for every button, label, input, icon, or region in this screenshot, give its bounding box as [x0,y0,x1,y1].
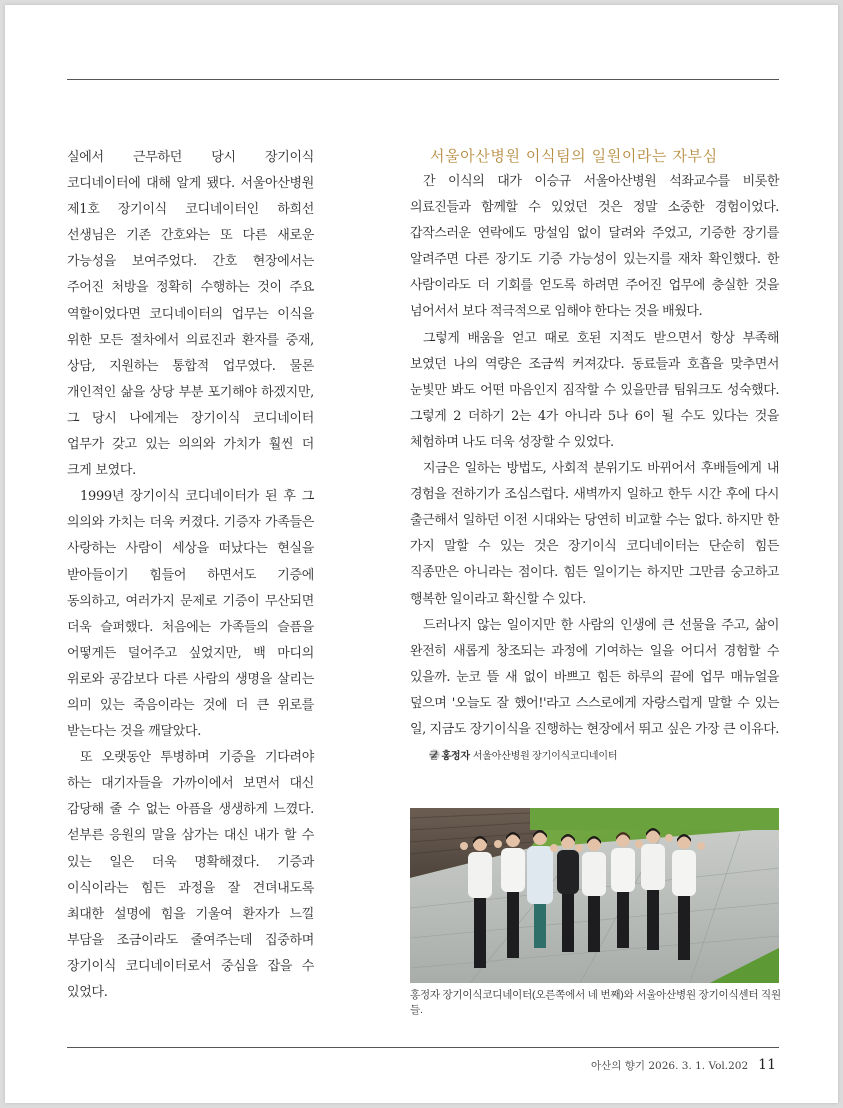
body-paragraph: 그렇게 배움을 얻고 때로 호된 지적도 받으면서 항상 부족해 보였던 나의 역량은 조금씩 커져갔다. 동료들과 호흡을 맞추면서 눈빛만 봐도 어떤 마음인지 짐작할 수 있을만큼 팀워크도 성숙했다. 그렇게 2 더하기 2는 4가 아니라 5나 6이 될 수도 있다는 것을 체험하며 나도 더욱 성장할 수 있었다. [410,330,779,450]
body-paragraph: 실에서 근무하던 당시 장기이식 코디네이터에 대해 알게 됐다. 서울아산병원 제1호 장기이식 코디네이터인 하희선 선생님은 기존 간호와는 또 다른 새로운 가능성을 보여주었다. 간호 현장에서는 주어진 처방을 정확히 수행하는 것이 주요 역할이었다면 코디네이터의 업무는 이식을 위한 모든 절차에서 의료진과 환자를 중재, 상담, 지원하는 통합적 업무였다. 물론 개인적인 삶을 상당 부분 포기해야 하겠지만, 그 당시 나에게는 장기이식 코디네이터 업무가 갖고 있는 의의와 가치가 훨씬 더 크게 보였다. [67,150,314,479]
top-rule [67,79,779,80]
body-paragraph: 또 오랫동안 투병하며 기증을 기다려야 하는 대기자들을 가까이에서 보면서 대신 감당해 줄 수 없는 아픔을 생생하게 느꼈다. 섣부른 응원의 말을 삼가는 대신 내가 할 수 있는 일은 더욱 명확해졌다. 기증과 이식이라는 힘든 과정을 잘 견뎌내도록 최대한 설명에 힘을 기울여 환자가 느낄 부담을 조금이라도 줄여주는데 집중하며 장기이식 코디네이터로서 중심을 잡을 수 있었다. [67,750,314,1000]
magazine-issue: 아산의 향기 2026. 3. 1. Vol.202 [590,1060,749,1072]
left-column [67,145,314,1006]
photo-caption: 홍정자 장기이식코디네이터(오른쪽에서 네 번째)와 서울아산병원 장기이식센터 직원들. [410,989,781,1016]
bottom-rule [67,1047,779,1048]
magazine-page [5,5,838,1103]
body-paragraph: 지금은 일하는 방법도, 사회적 분위기도 바뀌어서 후배들에게 내 경험을 전하기가 조심스럽다. 새벽까지 일하고 한두 시간 후에 다시 출근해서 일하던 이전 시대와는 당연히 비교할 수는 없다. 하지만 한 가지 말할 수 있는 것은 장기이식 코디네이터는 단순히 힘든 직종만은 아니라는 점이다. 힘든 일이기는 하지만 그만큼 숭고하고 행복한 일이라고 확신할 수 있다. [410,461,779,607]
section-heading: 서울아산병원 이식팀의 일원이라는 자부심 [430,147,718,165]
body-paragraph: 1999년 장기이식 코디네이터가 된 후 그 의의와 가치는 더욱 커졌다. 기증자 가족들은 사랑하는 사람이 세상을 떠났다는 현실을 받아들이기 힘들어 하면서도 기증에 동의하고, 여러가지 문제로 기증이 무산되면 더욱 슬퍼했다. 처음에는 가족들의 슬픔을 어떻게든 덜어주고 싶었지만, 백 마디의 위로와 공감보다 다른 사람의 생명을 살리는 의미 있는 죽음이라는 것에 더 큰 위로를 받는다는 것을 깨달았다. [67,489,314,740]
body-paragraph: 간 이식의 대가 이승규 서울아산병원 석좌교수를 비롯한 의료진들과 함께할 수 있었던 것은 정말 소중한 경험이었다. 갑작스러운 연락에도 망설임 없이 달려와 주었고, 기증한 장기를 알려주면 다른 장기도 기증 가능성이 있는지를 재차 확인했다. 한 사람이라도 더 기회를 얻도록 하려면 주어진 업무에 충실한 것을 넘어서서 보다 적극적으로 임해야 한다는 것을 배웠다. [410,174,779,320]
byline-label: 글 [429,751,439,763]
group-photo [410,808,779,983]
page-footer [591,1057,776,1073]
closing-paragraph-text: 드러나지 않는 일이지만 한 사람의 인생에 큰 선물을 주고, 삶이 완전히 새롭게 창조되는 과정에 기여하는 일을 어디서 경험할 수 있을까. 눈코 뜰 새 없이 바쁘고 힘든 하루의 끝에 업무 매뉴얼을 덮으며 '오늘도 잘 했어!'라고 스스로에게 자랑스럽게 말할 수 있는 일, 지금도 장기이식을 진행하는 현장에서 뛰고 싶은 가장 큰 이유다. [410,617,779,737]
right-column [410,145,779,770]
author-byline [410,751,617,762]
author-title: 서울아산병원 장기이식코디네이터 [472,751,618,763]
pen-icon [416,745,427,756]
body-paragraph [410,613,779,771]
page-number: 11 [758,1057,776,1073]
author-name: 홍정자 [441,751,470,763]
